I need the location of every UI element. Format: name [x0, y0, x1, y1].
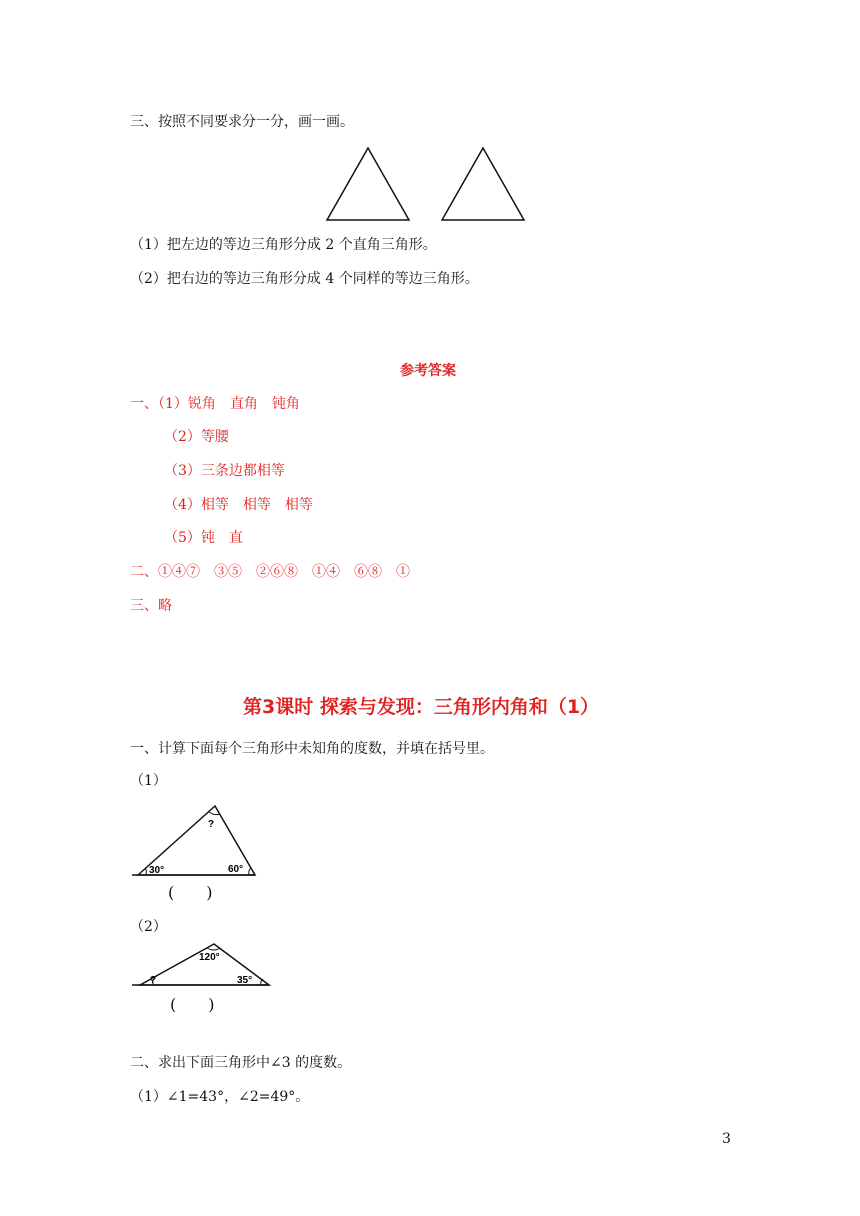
q1-heading: 一、计算下面每个三角形中未知角的度数，并填在括号里。: [130, 741, 494, 757]
section3-item1: （1）把左边的等边三角形分成 2 个直角三角形。: [130, 237, 437, 253]
triangle-2-top-arc: [207, 948, 220, 950]
triangle-1-left-arc: [145, 868, 146, 875]
answer-line-5: （5）钝 直: [164, 530, 243, 546]
q2-heading: 二、求出下面三角形中∠3 的度数。: [130, 1055, 352, 1071]
answer-line-4: （4）相等 相等 相等: [164, 497, 313, 513]
right-equilateral-triangle: [442, 148, 524, 220]
triangle-1-figure: [128, 800, 268, 880]
page-number: 3: [722, 1131, 731, 1147]
triangle-2-figure: [128, 938, 278, 993]
answer-line-2: （2）等腰: [164, 429, 229, 445]
triangle-2-answer-blank[interactable]: ( ): [170, 995, 215, 1014]
q1-label-2: （2）: [130, 919, 167, 935]
triangle-1-right-label: 60°: [228, 864, 244, 875]
answer-line-1: 一、（1）锐角 直角 钝角: [130, 396, 300, 412]
answer-line-3: （3）三条边都相等: [164, 463, 285, 479]
answer-line-6: 二、①④⑦ ③⑤ ②⑥⑧ ①④ ⑥⑧ ①: [130, 564, 410, 580]
triangle-1-answer-blank[interactable]: ( ): [168, 883, 213, 902]
triangle-2-top-label: 120°: [199, 952, 220, 963]
equilateral-triangles-figure: [300, 140, 560, 230]
section3-item2: （2）把右边的等边三角形分成 4 个同样的等边三角形。: [130, 271, 479, 287]
section3-heading: 三、按照不同要求分一分，画一画。: [130, 114, 354, 130]
lesson-title: 第3课时 探索与发现：三角形内角和（1）: [243, 696, 600, 718]
triangle-2-right-label: 35°: [237, 975, 253, 986]
triangle-1-right-arc: [249, 868, 251, 875]
answers-title: 参考答案: [400, 363, 456, 379]
left-equilateral-triangle: [327, 148, 409, 220]
triangle-1-top-label: ?: [208, 819, 215, 830]
triangle-2-left-label: ?: [150, 975, 157, 986]
triangle-1-left-label: 30°: [149, 865, 165, 876]
q1-label-1: （1）: [130, 773, 167, 789]
q2-item-1: （1）∠1=43°，∠2=49°。: [130, 1089, 310, 1105]
answer-line-7: 三、略: [130, 598, 172, 614]
